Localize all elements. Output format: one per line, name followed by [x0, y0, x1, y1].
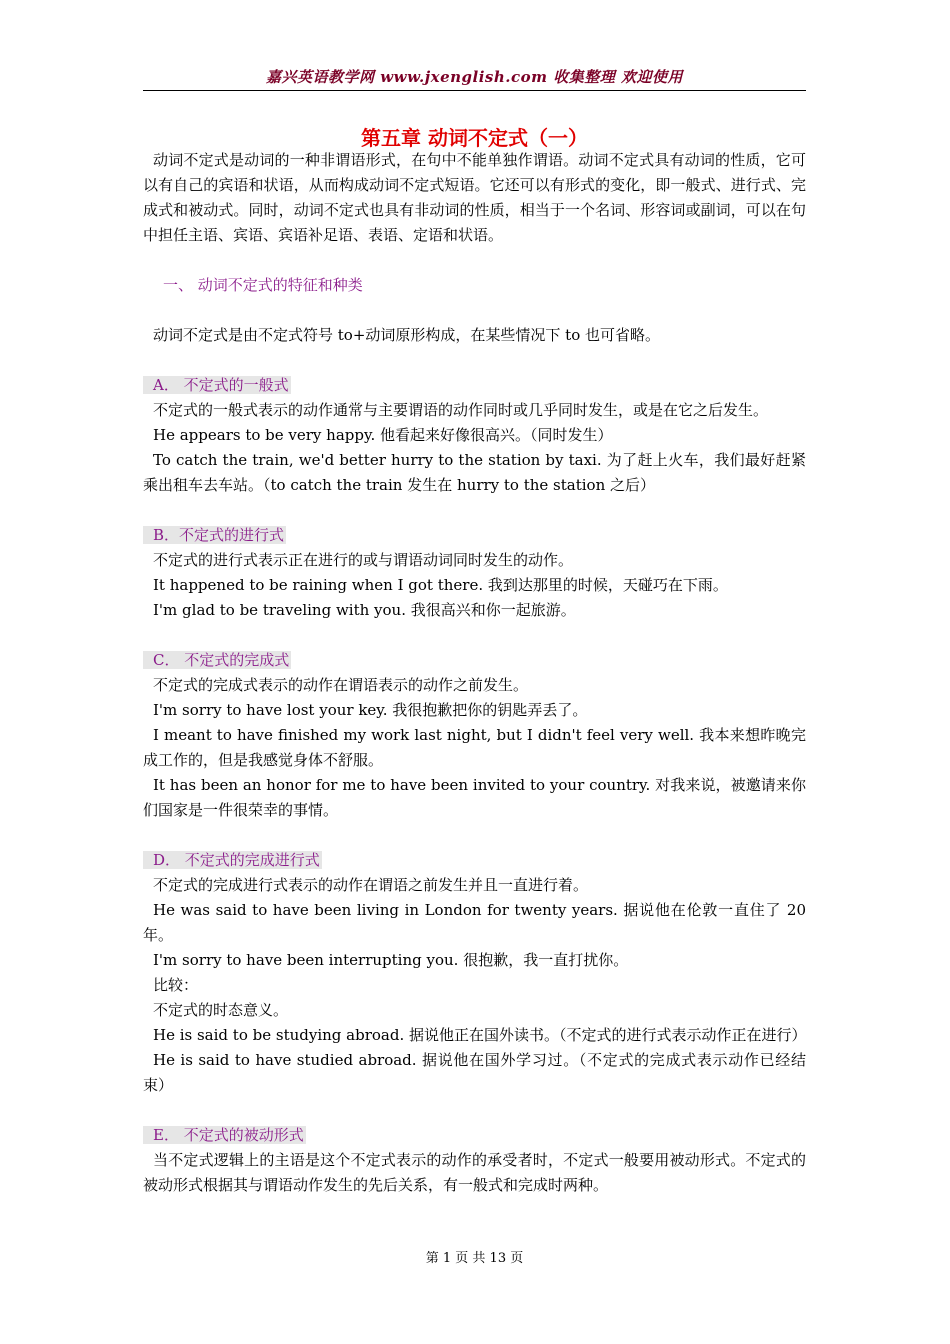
- subsection-heading-b: [143, 523, 806, 548]
- comparison-label: 比较：: [153, 976, 199, 994]
- example-sentence: He is said to be studying abroad. 据说他正在国外读书。（不定式的进行式表示动作正在进行）: [153, 1026, 807, 1044]
- example-sentence: He was said to have been living in London for twenty years. 据说他在伦敦一直住了 20 年。: [143, 901, 806, 944]
- header-divider: [143, 90, 806, 91]
- example-sentence: I meant to have finished my work last night, but I didn't feel very well. 我本来想昨晚完成工作的，但是我感觉身体不舒服。: [143, 726, 806, 769]
- section-heading: 一、 动词不定式的特征和种类: [163, 276, 363, 294]
- paragraph: 不定式的完成进行式表示的动作在谓语之前发生并且一直进行着。: [153, 876, 589, 894]
- subsection-heading-e: [143, 1123, 806, 1148]
- page-header: 嘉兴英语教学网 www.jxenglish.com 收集整理 欢迎使用: [266, 68, 683, 86]
- subsection-heading-a: [143, 373, 806, 398]
- subsection-heading-c: [143, 648, 806, 673]
- paragraph: 不定式的时态意义。: [153, 1001, 289, 1019]
- paragraph: 不定式的完成式表示的动作在谓语表示的动作之前发生。: [153, 676, 529, 694]
- subsection-label: B．不定式的进行式: [143, 526, 286, 544]
- example-sentence: I'm sorry to have lost your key. 我很抱歉把你的钥匙弄丢了。: [153, 701, 588, 719]
- example-sentence: I'm sorry to have been interrupting you. 很抱歉，我一直打扰你。: [153, 951, 629, 969]
- example-sentence: He appears to be very happy. 他看起来好像很高兴。（同时发生）: [153, 426, 613, 444]
- page-footer: 第 1 页 共 13 页: [425, 1251, 524, 1266]
- example-sentence: To catch the train, we'd better hurry to the station by taxi. 为了赶上火车，我们最好赶紧乘出租车去车站。（to catch the train 发生在 hurry to the station 之后）: [143, 451, 806, 494]
- example-sentence: It happened to be raining when I got there. 我到达那里的时候，天碰巧在下雨。: [153, 576, 728, 594]
- intro-paragraph: 动词不定式是动词的一种非谓语形式，在句中不能单独作谓语。动词不定式具有动词的性质，它可以有自己的宾语和状语，从而构成动词不定式短语。它还可以有形式的变化，即一般式、进行式、完成式和被动式。同时，动词不定式也具有非动词的性质，相当于一个名词、形容词或副词，可以在句中担任主语、宾语、宾语补足语、表语、定语和状语。: [143, 151, 806, 244]
- document-body: [143, 148, 806, 1198]
- subsection-label: D． 不定式的完成进行式: [143, 851, 322, 869]
- chapter-title: 第五章 动词不定式（一）: [361, 126, 588, 150]
- subsection-label: A． 不定式的一般式: [143, 376, 291, 394]
- subsection-label: E． 不定式的被动形式: [143, 1126, 306, 1144]
- section-description: 动词不定式是由不定式符号 to+动词原形构成，在某些情况下 to 也可省略。: [153, 326, 660, 344]
- example-sentence: It has been an honor for me to have been invited to your country. 对我来说，被邀请来你们国家是一件很荣幸的事情。: [143, 776, 806, 819]
- paragraph: 当不定式逻辑上的主语是这个不定式表示的动作的承受者时，不定式一般要用被动形式。不定式的被动形式根据其与谓语动作发生的先后关系，有一般式和完成时两种。: [143, 1151, 806, 1194]
- paragraph: 不定式的进行式表示正在进行的或与谓语动词同时发生的动作。: [153, 551, 574, 569]
- example-sentence: He is said to have studied abroad. 据说他在国外学习过。（不定式的完成式表示动作已经结束）: [143, 1051, 806, 1094]
- subsection-heading-d: [143, 848, 806, 873]
- paragraph: 不定式的一般式表示的动作通常与主要谓语的动作同时或几乎同时发生，或是在它之后发生。: [153, 401, 769, 419]
- example-sentence: I'm glad to be traveling with you. 我很高兴和你一起旅游。: [153, 601, 576, 619]
- subsection-label: C． 不定式的完成式: [143, 651, 291, 669]
